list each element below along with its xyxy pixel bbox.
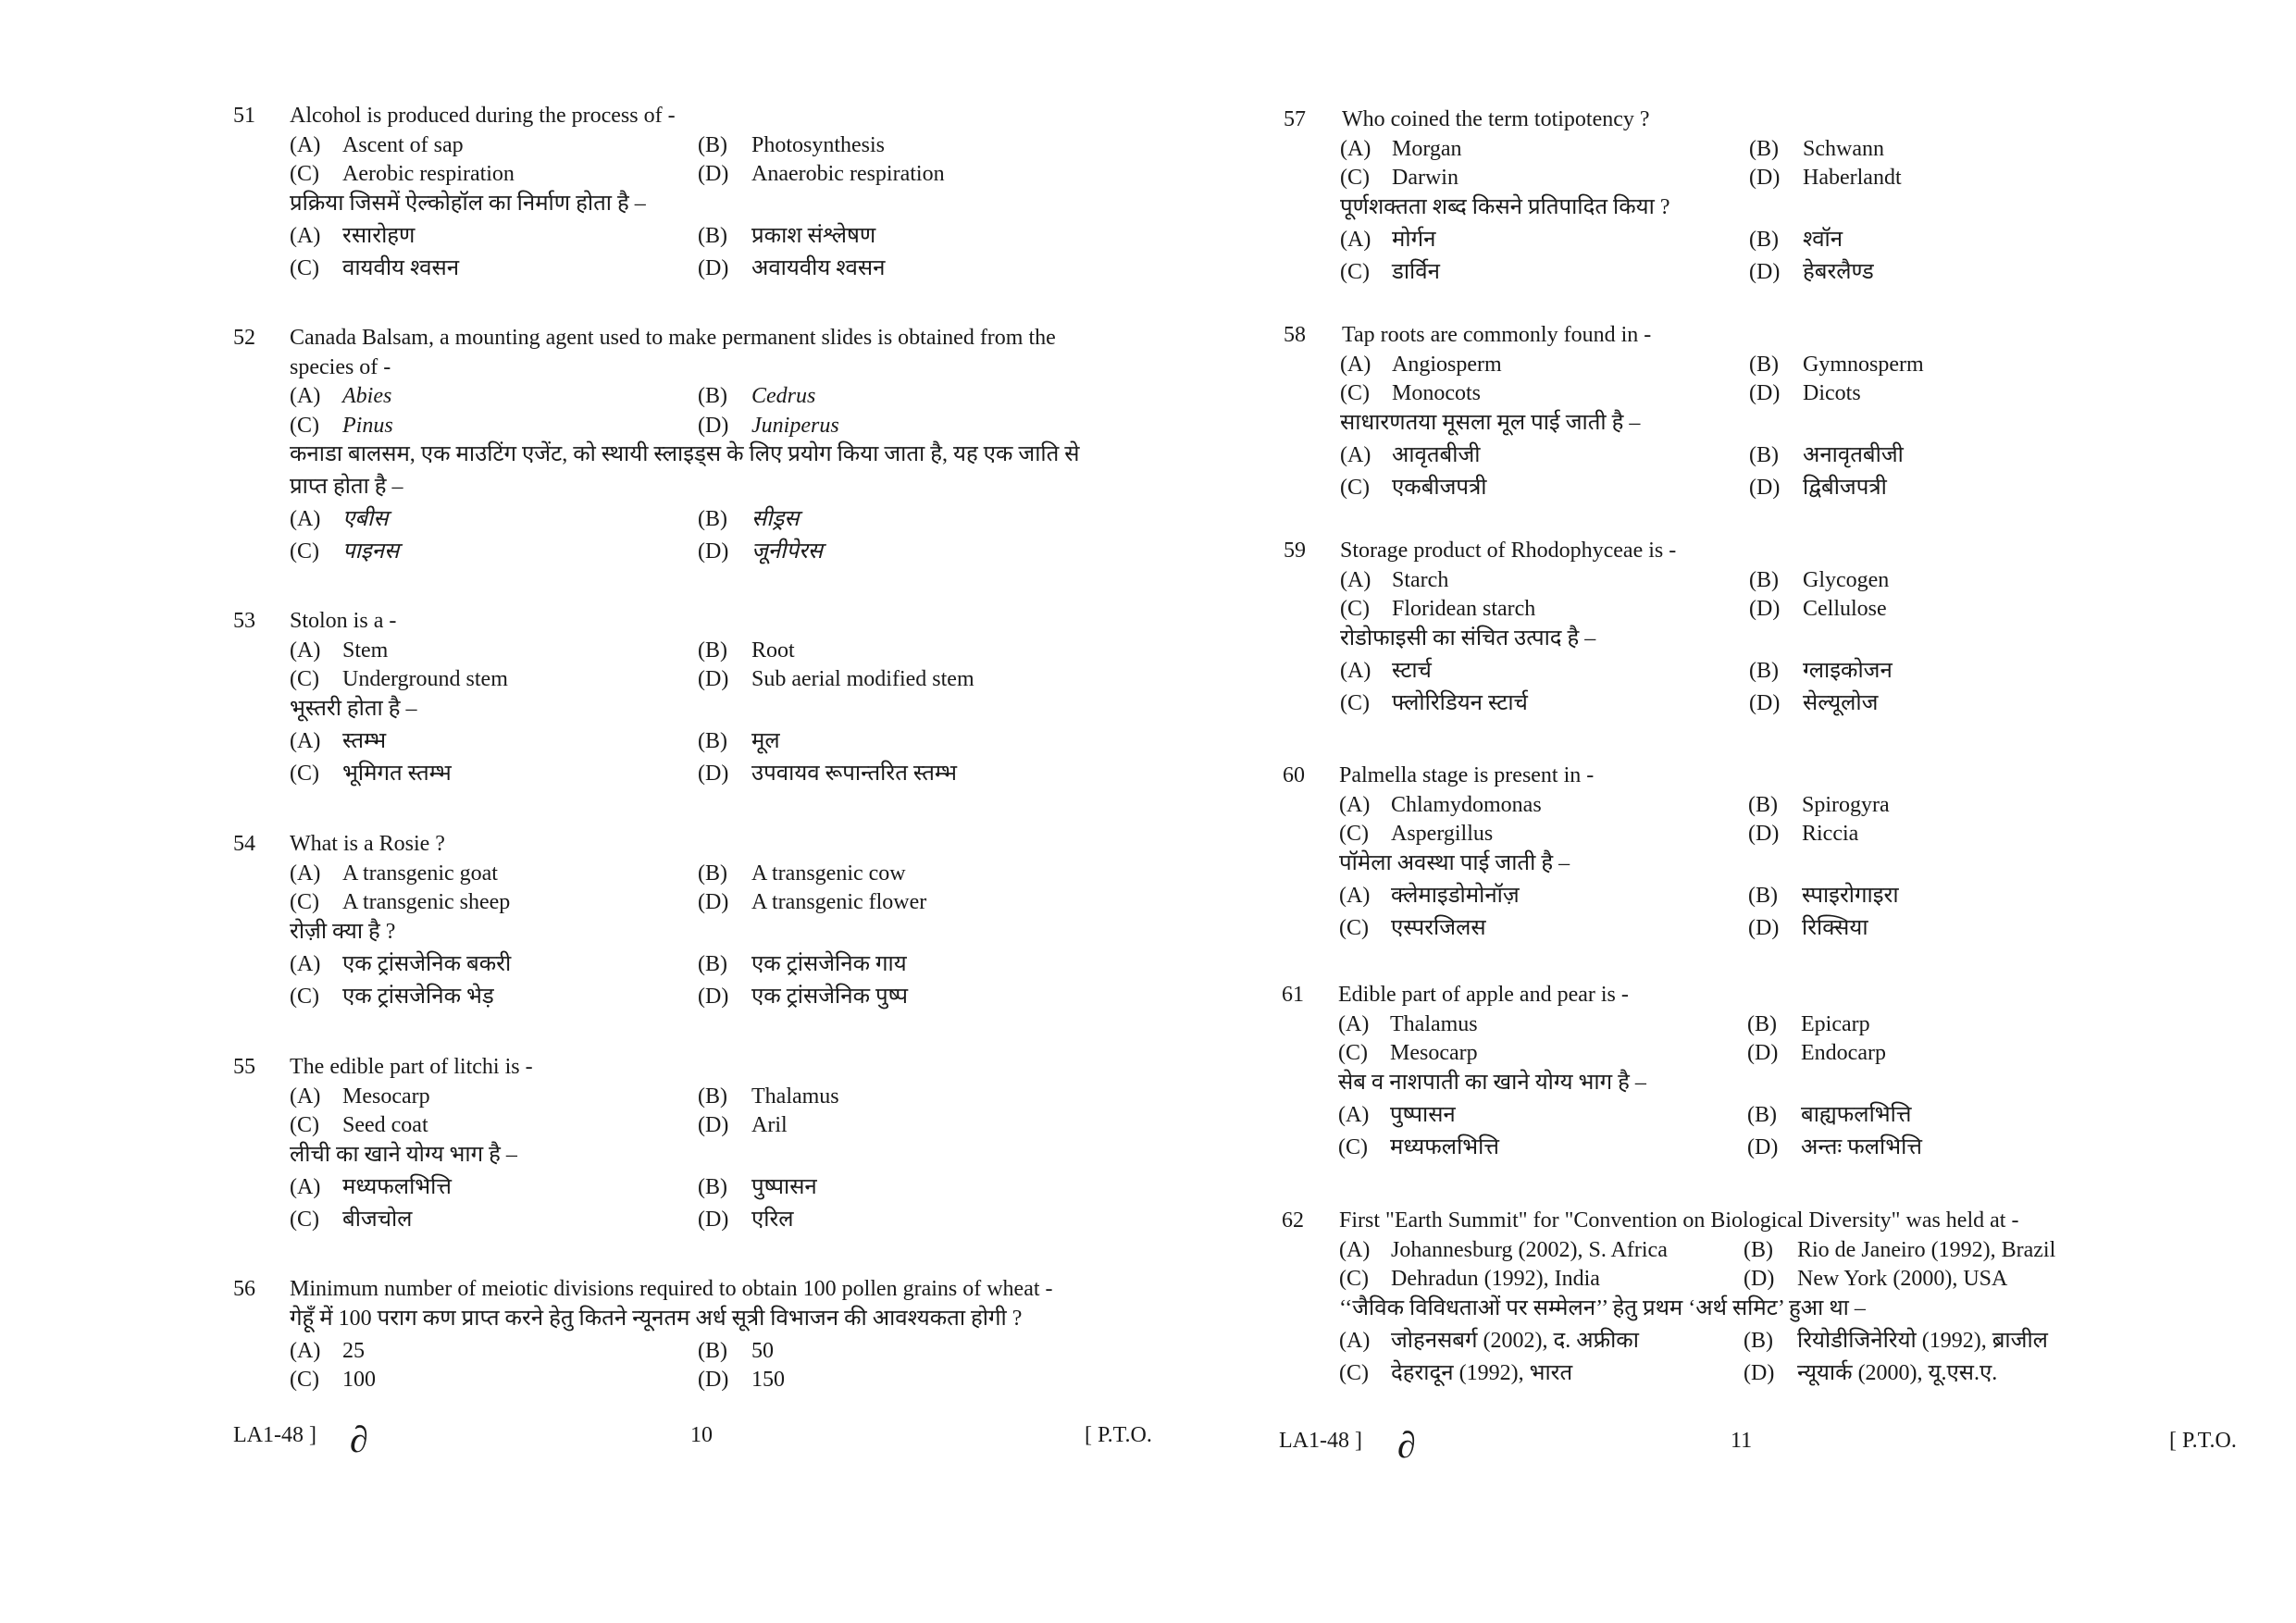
option-c-en: Pinus [342, 413, 393, 438]
page-number: 11 [1731, 1429, 1753, 1453]
option-d-label: (D) [1749, 475, 1781, 500]
option-b-label: (B) [698, 384, 727, 408]
option-d-label: (D) [1749, 690, 1781, 715]
question-51 [233, 102, 1168, 287]
pto-label: [ P.T.O. [1085, 1423, 1152, 1447]
option-d-label: (D) [1747, 1041, 1779, 1065]
option-a-label: (A) [290, 638, 321, 663]
option-a-label: (A) [290, 507, 321, 531]
option-a-label: (A) [1340, 658, 1371, 683]
option-c-label: (C) [1339, 1360, 1369, 1385]
option-b-label: (B) [1749, 352, 1779, 377]
question-text-hi: ‘‘जैविक विविधताओं पर सम्मेलन’’ हेतु प्रथम ‘अर्थ समिट’ हुआ था – [1339, 1295, 1866, 1320]
option-a-label: (A) [290, 728, 321, 753]
option-a-label: (A) [1339, 1237, 1371, 1262]
option-d-label: (D) [1749, 259, 1781, 284]
option-a-label: (A) [290, 1338, 321, 1363]
question-text-en: Tap roots are commonly found in - [1342, 323, 1652, 347]
option-a-hi: आवृतबीजी [1392, 442, 1481, 467]
option-b-label: (B) [1749, 442, 1779, 467]
option-d-en: Endocarp [1801, 1041, 1886, 1065]
question-number: 60 [1283, 763, 1305, 787]
option-b-en: Glycogen [1803, 567, 1890, 592]
option-a-label: (A) [290, 384, 321, 408]
question-text-hi: पूर्णशक्तता शब्द किसने प्रतिपादित किया ? [1340, 194, 1670, 219]
option-a: 25 [342, 1338, 365, 1363]
option-b-hi: श्वॉन [1803, 227, 1843, 252]
question-number: 62 [1282, 1208, 1304, 1233]
option-d-en: Cellulose [1803, 597, 1887, 621]
option-b-label: (B) [1747, 1011, 1777, 1036]
question-text-hi: सेब व नाशपाती का खाने योग्य भाग है – [1338, 1070, 1646, 1095]
option-d-hi: अवायवीय श्वसन [751, 255, 886, 280]
option-b-label: (B) [698, 951, 727, 976]
question-text-en: Storage product of Rhodophyceae is - [1340, 539, 1677, 563]
option-a-hi: मोर्गन [1392, 227, 1436, 252]
option-c-en: Dehradun (1992), India [1391, 1267, 1600, 1291]
option-a-en: Chlamydomonas [1391, 792, 1542, 817]
question-number: 61 [1282, 983, 1304, 1007]
option-a-label: (A) [1340, 136, 1371, 161]
option-b-label: (B) [1744, 1328, 1773, 1353]
option-a-label: (A) [290, 223, 321, 248]
question-56 [233, 1275, 1168, 1395]
option-a-label: (A) [290, 861, 321, 886]
option-a-label: (A) [290, 1084, 321, 1109]
option-b-en: Photosynthesis [751, 132, 886, 157]
option-c-hi: भूमिगत स्तम्भ [342, 761, 452, 786]
question-text-hi: भूस्तरी होता है – [290, 696, 417, 721]
question-text-en: Edible part of apple and pear is - [1338, 983, 1629, 1007]
option-b-hi: बाह्यफलभित्ति [1801, 1102, 1912, 1127]
option-a-label: (A) [1339, 1328, 1371, 1353]
question-text-hi: कनाडा बालसम, एक माउटिंग एजेंट, को स्थायी स्लाइड्स के लिए प्रयोग किया जाता है, यह एक जाति से [290, 442, 1080, 466]
option-c-label: (C) [1340, 597, 1370, 621]
option-d-label: (D) [698, 1368, 729, 1392]
option-d-label: (D) [1748, 915, 1780, 940]
option-d-label: (D) [1749, 381, 1781, 405]
option-b-label: (B) [1747, 1102, 1777, 1127]
option-d-hi: अन्तः फलभित्ति [1801, 1134, 1922, 1159]
option-a-hi: मध्यफलभित्ति [342, 1174, 452, 1199]
paper-code: LA1-48 ] [1279, 1429, 1362, 1453]
question-number: 52 [233, 326, 255, 350]
option-b-label: (B) [1749, 567, 1779, 592]
question-text-en: Stolon is a - [290, 609, 397, 633]
option-b-hi: सीड्रस [751, 507, 800, 531]
question-text-en: Palmella stage is present in - [1339, 763, 1595, 787]
option-d-label: (D) [698, 984, 729, 1009]
option-d-label: (D) [698, 1207, 729, 1232]
option-d-label: (D) [698, 667, 729, 691]
option-c-en: Underground stem [342, 667, 508, 691]
question-number: 54 [233, 832, 255, 856]
question-text-hi: प्रक्रिया जिसमें ऐल्कोहॉल का निर्माण होता है – [290, 191, 646, 216]
option-b-en: A transgenic cow [751, 861, 906, 886]
option-a-label: (A) [1340, 227, 1371, 252]
option-c-en: Floridean starch [1392, 597, 1536, 621]
option-b-en: Epicarp [1801, 1011, 1870, 1036]
option-b-label: (B) [698, 1338, 727, 1363]
page-number: 10 [690, 1423, 713, 1447]
option-a-label: (A) [1340, 567, 1371, 592]
option-b-en: Schwann [1803, 136, 1884, 161]
partial-mark-icon: ∂ [1397, 1424, 1416, 1466]
option-b-en: Thalamus [751, 1084, 839, 1109]
option-b-label: (B) [698, 861, 727, 886]
question-text-en: Who coined the term totipotency ? [1342, 107, 1650, 131]
option-d-label: (D) [1748, 822, 1780, 846]
option-d-label: (D) [698, 761, 729, 786]
option-a-en: Morgan [1392, 136, 1462, 161]
page-footer [1279, 1424, 2278, 1475]
option-c-hi: एस्परजिलस [1391, 915, 1486, 940]
option-c-label: (C) [290, 539, 319, 564]
option-b-label: (B) [698, 1084, 727, 1109]
option-d-hi: सेल्यूलोज [1803, 690, 1879, 715]
option-c-en: Monocots [1392, 381, 1481, 405]
question-59 [1284, 537, 2265, 722]
option-d-label: (D) [698, 539, 729, 564]
option-b-en: Root [751, 638, 795, 663]
option-d-en: Aril [751, 1113, 788, 1137]
option-b-label: (B) [698, 1174, 727, 1199]
option-d-hi: एक ट्रांसजेनिक पुष्प [751, 984, 909, 1009]
option-b-hi: स्पाइरोगाइरा [1802, 883, 1899, 908]
option-b-label: (B) [1748, 792, 1778, 817]
option-c-label: (C) [1338, 1041, 1368, 1065]
option-a-label: (A) [290, 132, 321, 157]
question-text-hi: साधारणतया मूसला मूल पाई जाती है – [1340, 410, 1641, 435]
question-text-en: Alcohol is produced during the process of - [290, 104, 676, 128]
option-c-label: (C) [1340, 381, 1370, 405]
option-a-en: Starch [1392, 567, 1449, 592]
option-a-hi: एक ट्रांसजेनिक बकरी [342, 951, 512, 976]
option-d-label: (D) [698, 413, 729, 438]
option-c: 100 [342, 1368, 376, 1392]
option-b-hi: एक ट्रांसजेनिक गाय [751, 951, 907, 976]
option-a-hi: जोहनसबर्ग (2002), द. अफ्रीका [1391, 1328, 1639, 1353]
option-a-label: (A) [1339, 883, 1371, 908]
option-c-en: Aspergillus [1391, 822, 1494, 846]
option-a-hi: स्तम्भ [342, 728, 387, 753]
option-d-label: (D) [698, 255, 729, 280]
option-a-label: (A) [1339, 792, 1371, 817]
option-b-hi: ग्लाइकोजन [1803, 658, 1893, 683]
option-b-en: Gymnosperm [1803, 352, 1924, 377]
option-b-hi: मूल [751, 728, 780, 753]
option-d-hi: न्यूयार्क (2000), यू.एस.ए. [1797, 1360, 1998, 1385]
option-c-label: (C) [290, 162, 319, 186]
question-text-hi-cont: प्राप्त होता है – [290, 475, 403, 499]
option-a-hi: रसारोहण [342, 223, 416, 248]
option-d-label: (D) [1744, 1267, 1775, 1291]
question-61 [1282, 981, 2263, 1166]
question-text-hi: लीची का खाने योग्य भाग है – [290, 1142, 517, 1167]
option-d-hi: उपवायव रूपान्तरित स्तम्भ [751, 761, 957, 786]
option-d-label: (D) [698, 1113, 729, 1137]
option-a-en: Stem [342, 638, 389, 663]
option-d-label: (D) [1744, 1360, 1775, 1385]
option-b: 50 [751, 1338, 774, 1363]
option-c-en: Aerobic respiration [342, 162, 515, 186]
option-c-en: A transgenic sheep [342, 890, 511, 914]
option-a-label: (A) [1340, 442, 1371, 467]
question-number: 59 [1284, 539, 1306, 563]
option-c-label: (C) [1339, 822, 1369, 846]
option-d-en: New York (2000), USA [1797, 1267, 2008, 1291]
option-a-en: Johannesburg (2002), S. Africa [1391, 1237, 1668, 1262]
option-c-label: (C) [290, 667, 319, 691]
option-d-label: (D) [1747, 1134, 1779, 1159]
option-d-en: Dicots [1803, 381, 1861, 405]
option-d-en: Haberlandt [1803, 166, 1902, 190]
option-d-label: (D) [1749, 597, 1781, 621]
option-c-hi: एकबीजपत्री [1392, 475, 1487, 500]
option-b-en: Rio de Janeiro (1992), Brazil [1797, 1237, 2056, 1262]
question-number: 56 [233, 1277, 255, 1301]
option-b-label: (B) [1744, 1237, 1773, 1262]
option-a-label: (A) [1338, 1102, 1370, 1127]
option-a-en: Abies [342, 384, 392, 408]
option-a-en: Ascent of sap [342, 132, 464, 157]
option-b-label: (B) [698, 638, 727, 663]
option-a-en: A transgenic goat [342, 861, 498, 886]
option-c-hi: बीजचोल [342, 1207, 413, 1232]
option-a-label: (A) [1340, 352, 1371, 377]
option-d-en: A transgenic flower [751, 890, 927, 914]
option-b-en: Spirogyra [1802, 792, 1890, 817]
option-d-en: Sub aerial modified stem [751, 667, 974, 691]
option-b-label: (B) [1749, 227, 1779, 252]
question-number: 58 [1284, 323, 1306, 347]
option-c-label: (C) [290, 1113, 319, 1137]
question-number: 57 [1284, 107, 1306, 131]
option-c-label: (C) [290, 255, 319, 280]
option-a-hi: क्लेमाइडोमोनॉज़ [1391, 883, 1520, 908]
option-c-hi: देहरादून (1992), भारत [1391, 1360, 1573, 1385]
question-number: 53 [233, 609, 255, 633]
option-c-en: Mesocarp [1390, 1041, 1478, 1065]
option-c-en: Seed coat [342, 1113, 428, 1137]
option-d-hi: द्विबीजपत्री [1803, 475, 1887, 500]
option-a-en: Thalamus [1390, 1011, 1478, 1036]
option-c-label: (C) [1339, 1267, 1369, 1291]
option-c-label: (C) [1338, 1134, 1368, 1159]
question-text-en: First "Earth Summit" for "Convention on Biological Diversity" was held at - [1339, 1208, 2019, 1233]
question-text-hi: पॉमेला अवस्था पाई जाती है – [1339, 850, 1570, 875]
option-b-label: (B) [698, 728, 727, 753]
option-b-en: Cedrus [751, 384, 816, 408]
option-c-label: (C) [290, 761, 319, 786]
paper-code: LA1-48 ] [233, 1423, 316, 1447]
option-d-en: Juniperus [751, 413, 839, 438]
option-c-label: (C) [1339, 915, 1369, 940]
option-d-hi: एरिल [751, 1207, 794, 1232]
option-b-label: (B) [1749, 136, 1779, 161]
option-c-label: (C) [290, 984, 319, 1009]
option-b-hi: पुष्पासन [751, 1174, 817, 1199]
option-c-label: (C) [1340, 690, 1370, 715]
question-text-en: Minimum number of meiotic divisions required to obtain 100 pollen grains of wheat - [290, 1277, 1053, 1301]
question-text-en: The edible part of litchi is - [290, 1055, 533, 1079]
option-c-label: (C) [290, 890, 319, 914]
question-52 [233, 324, 1168, 570]
option-c-label: (C) [290, 1207, 319, 1232]
option-c-hi: वायवीय श्वसन [342, 255, 460, 280]
option-a-hi: स्टार्च [1392, 658, 1432, 683]
option-c-en: Darwin [1392, 166, 1458, 190]
option-b-hi: अनावृतबीजी [1803, 442, 1904, 467]
option-a-en: Mesocarp [342, 1084, 430, 1109]
question-text-en: Canada Balsam, a mounting agent used to make permanent slides is obtained from the [290, 326, 1056, 350]
question-text-hi: रोज़ी क्या है ? [290, 919, 396, 944]
option-d-label: (D) [1749, 166, 1781, 190]
option-d: 150 [751, 1368, 785, 1392]
option-a-hi: पुष्पासन [1390, 1102, 1456, 1127]
question-60 [1283, 762, 2264, 947]
option-c-hi: डार्विन [1392, 259, 1440, 284]
option-c-label: (C) [1340, 166, 1370, 190]
option-c-hi: एक ट्रांसजेनिक भेड़ [342, 984, 494, 1009]
option-a-label: (A) [290, 1174, 321, 1199]
question-58 [1284, 321, 2265, 506]
option-b-hi: प्रकाश संश्लेषण [751, 223, 876, 248]
option-d-hi: रिक्सिया [1802, 915, 1868, 940]
partial-mark-icon: ∂ [350, 1419, 368, 1460]
option-a-label: (A) [1338, 1011, 1370, 1036]
option-c-hi: फ्लोरिडियन स्टार्च [1392, 690, 1528, 715]
pto-label: [ P.T.O. [2169, 1429, 2237, 1453]
option-b-label: (B) [1748, 883, 1778, 908]
option-b-label: (B) [1749, 658, 1779, 683]
page-footer [233, 1419, 1168, 1469]
option-a-label: (A) [290, 951, 321, 976]
option-c-label: (C) [1340, 259, 1370, 284]
option-a-hi: एबीस [342, 507, 389, 531]
option-c-label: (C) [290, 413, 319, 438]
question-number: 51 [233, 104, 255, 128]
right-page [1194, 0, 2296, 1623]
option-d-label: (D) [698, 162, 729, 186]
question-62 [1282, 1207, 2281, 1392]
option-d-hi: जूनीपेरस [751, 539, 824, 564]
question-text-en: What is a Rosie ? [290, 832, 445, 856]
question-57 [1284, 105, 2265, 291]
option-d-hi: हेबरलैण्ड [1803, 259, 1874, 284]
question-text-hi: रोडोफाइसी का संचित उत्पाद है – [1340, 626, 1596, 650]
question-text-hi: गेहूँ में 100 पराग कण प्राप्त करने हेतु कितने न्यूनतम अर्ध सूत्री विभाजन की आवश्यकता होगी ? [290, 1306, 1023, 1331]
option-c-label: (C) [1340, 475, 1370, 500]
option-b-label: (B) [698, 223, 727, 248]
option-d-en: Anaerobic respiration [751, 162, 945, 186]
option-b-label: (B) [698, 507, 727, 531]
option-c-hi: मध्यफलभित्ति [1390, 1134, 1499, 1159]
option-c-label: (C) [290, 1368, 319, 1392]
option-c-hi: पाइनस [342, 539, 400, 564]
option-d-label: (D) [698, 890, 729, 914]
option-b-label: (B) [698, 132, 727, 157]
question-text-en-cont: species of - [290, 354, 391, 379]
option-a-en: Angiosperm [1392, 352, 1502, 377]
option-d-en: Riccia [1802, 822, 1859, 846]
question-number: 55 [233, 1055, 255, 1079]
question-53 [233, 607, 1168, 792]
option-b-hi: रियोडीजिनेरियो (1992), ब्राजील [1797, 1328, 2048, 1353]
question-54 [233, 830, 1168, 1015]
question-55 [233, 1053, 1168, 1238]
